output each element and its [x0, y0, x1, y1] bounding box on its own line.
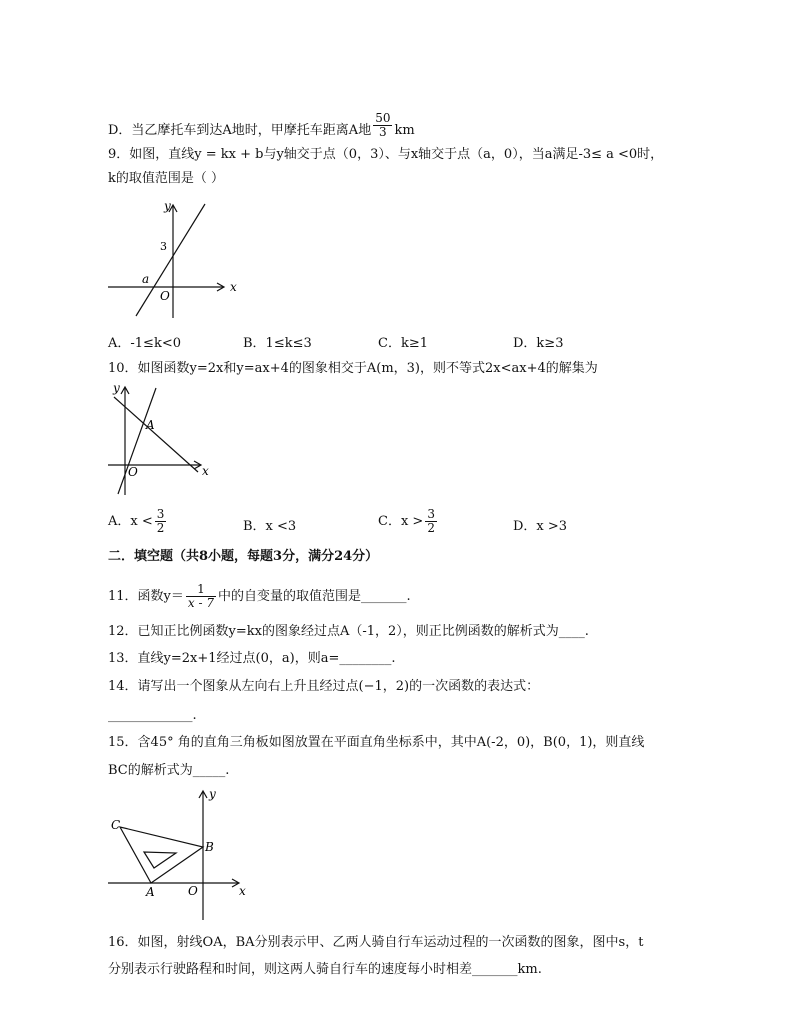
q10-option-d: D．x >3 — [513, 519, 568, 534]
q10-option-b: B．x <3 — [243, 519, 297, 534]
q9-option-c: C．k≥1 — [378, 336, 428, 351]
q9-option-d: D．k≥3 — [513, 336, 564, 351]
q10-y-label: y — [113, 381, 120, 395]
q10-option-c: C．x > $\frac{3}{2}$ — [378, 507, 435, 535]
distance-fraction: $\frac{50}{3}$ — [375, 111, 391, 139]
q8-option-d: D．当乙摩托车到达A地时，甲摩托车距离A地 $\frac{50}{3}$ km — [108, 111, 415, 139]
q9-option-a: A．-1≤k<0 — [108, 336, 181, 351]
q14-answer-blank: _____________. — [108, 708, 197, 723]
q9-line-graph — [136, 204, 205, 316]
q15-origin-label: O — [188, 884, 198, 898]
q9-text-line1: 9．如图，直线y = kx + b与y轴交于点（0，3）、与x轴交于点（a，0），当a满足-3≤ a <0时， — [108, 147, 664, 162]
q10-x-label: x — [202, 464, 209, 478]
q9-option-b: B．1≤k≤3 — [243, 336, 312, 351]
q15-point-c-label: C — [111, 818, 121, 832]
q15-text-line2: BC的解析式为_____. — [108, 763, 230, 778]
q11-fraction: $\frac{1}{x - 7}$ — [187, 582, 214, 610]
q9-x-label: x — [230, 280, 237, 294]
q10-figure — [108, 380, 223, 498]
q10-text: 10．如图函数y=2x和y=ax+4的图象相交于A(m，3)，则不等式2x<ax+4的解集为 — [108, 361, 598, 376]
q9-y-label: y — [164, 199, 171, 213]
q15-y-label: y — [209, 787, 216, 801]
q9-figure — [108, 198, 248, 323]
section-2-heading: 二．填空题（共8小题，每题3分，满分24分） — [108, 549, 379, 564]
q15-text-line1: 15．含45° 角的直角三角板如图放置在平面直角坐标系中，其中A(-2，0)，B(0，1)，则直线 — [108, 735, 645, 750]
q10-line-y-ax-4 — [114, 397, 198, 472]
q14-text-line1: 14．请写出一个图象从左向右上升且经过点(−1，2)的一次函数的表达式： — [108, 679, 540, 694]
q16-text-line1: 16．如图，射线OA，BA分别表示甲、乙两人骑自行车运动过程的一次函数的图象，图中s，t — [108, 935, 644, 950]
q10-option-a: A．x < $\frac{3}{2}$ — [108, 507, 165, 535]
q13-text: 13．直线y=2x+1经过点(0，a)，则a=________. — [108, 651, 396, 666]
q15-x-label: x — [239, 884, 246, 898]
q12-text: 12．已知正比例函数y=kx的图象经过点A（-1，2），则正比例函数的解析式为____. — [108, 624, 589, 639]
q10-origin-label: O — [128, 465, 138, 479]
q9-origin-label: O — [160, 289, 170, 303]
q9-label-a: a — [142, 272, 150, 286]
q15-figure — [108, 782, 253, 924]
q15-point-b-label: B — [205, 840, 214, 854]
q15-point-a-label: A — [146, 885, 155, 899]
q9-label-3: 3 — [160, 240, 167, 253]
q9-text-line2: k的取值范围是（ ） — [108, 171, 225, 186]
q15-triangle-inner — [144, 852, 176, 868]
q15-triangle-outer — [120, 827, 203, 883]
q16-text-line2: 分别表示行驶路程和时间，则这两人骑自行车的速度每小时相差_______km. — [108, 962, 542, 977]
q11-text: 11．函数y＝ $\frac{1}{x - 7}$ 中的自变量的取值范围是_______. — [108, 582, 411, 610]
q10-point-a-label: A — [146, 418, 155, 432]
